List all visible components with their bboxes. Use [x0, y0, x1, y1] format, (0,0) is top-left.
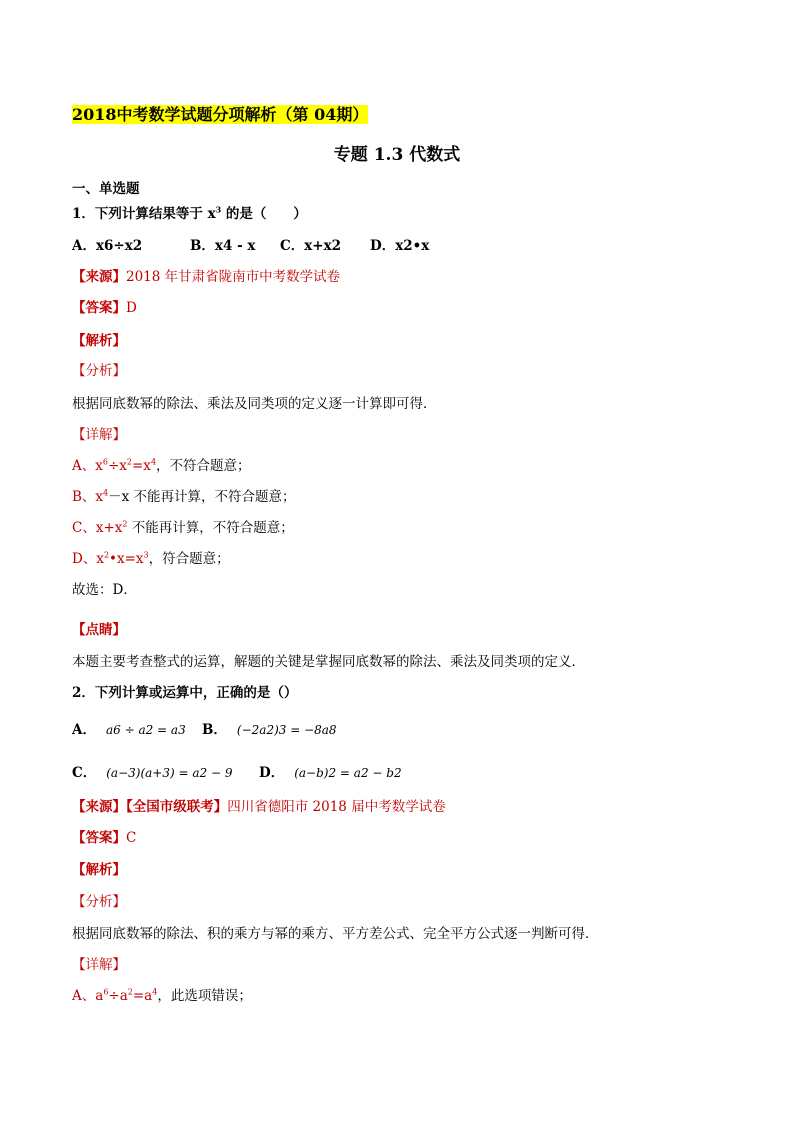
q1-option-d-text: x2•x	[395, 238, 430, 254]
q1-option-c	[280, 237, 370, 255]
q1-detail-b-2: 4	[103, 488, 109, 498]
q2-option-d	[259, 764, 402, 782]
q1-option-a-text: x6÷x2	[95, 238, 143, 254]
q2-answer	[72, 829, 136, 847]
q1-option-b-label: B．	[190, 238, 215, 254]
q1-detail-a	[72, 457, 251, 475]
q1-detail-a-3: ÷x	[107, 458, 127, 474]
q2-source-tag2: 【全国市级联考】	[126, 799, 228, 815]
q2-detail-a-5: =a	[132, 988, 153, 1004]
q2-option-d-text: (a−b)2 = a2 − b2	[294, 766, 402, 780]
doc-title-text: 2018中考数学试题分项解析（第 04期）	[72, 105, 369, 124]
q1-option-b-text: x4 - x	[214, 238, 256, 254]
q1-option-b	[190, 237, 280, 255]
q1-detail-tag: 【详解】	[72, 427, 126, 443]
q2-option-c-text: (a−3)(a+3) = a2 − 9	[106, 766, 233, 780]
q1-option-c-text: x+x2	[304, 238, 342, 254]
q1-option-a	[72, 237, 190, 255]
q1-comment-tag: 【点睛】	[72, 622, 126, 638]
q2-source	[72, 798, 446, 816]
q1-choose: 故选：D．	[72, 582, 137, 598]
q1-source-tag: 【来源】	[72, 269, 126, 285]
q1-detail-c-2: 2	[122, 519, 128, 529]
q1-detail-a-6: 4	[150, 457, 157, 467]
q1-detail-a-7: ，不符合题意；	[156, 458, 251, 474]
q1-stem-sup: 3	[215, 204, 222, 215]
q2-option-b	[202, 721, 337, 739]
q1-answer-tag: 【答案】	[72, 300, 126, 316]
q1-source	[72, 268, 340, 286]
q1-option-a-label: A．	[72, 238, 96, 254]
q2-options-row1	[72, 721, 337, 739]
q2-source-tag: 【来源】	[72, 799, 126, 815]
q1-fenxi-tag: 【分析】	[72, 363, 126, 379]
q2-detail-a-1: A、a	[72, 988, 104, 1004]
q2-detail-a-3: ÷a	[108, 988, 128, 1004]
q1-option-d-label: D．	[370, 238, 396, 254]
q1-options	[72, 237, 429, 255]
q2-detail-a-6: 4	[152, 987, 158, 997]
q1-detail-c-3: 不能再计算，不符合题意；	[127, 520, 294, 536]
q1-detail-b-3: －x 不能再计算，不符合题意；	[108, 489, 296, 505]
q2-stem: 2．下列计算或运算中，正确的是（）	[72, 685, 298, 701]
q2-answer-tag: 【答案】	[72, 830, 126, 846]
q2-option-d-label: D．	[259, 765, 285, 781]
q2-options-row2	[72, 764, 402, 782]
q2-option-a-text: a6 ÷ a2 = a3	[105, 723, 186, 737]
q1-option-d	[370, 237, 429, 255]
q1-detail-a-4: 2	[126, 457, 132, 467]
q1-detail-d-2: 2	[103, 550, 110, 560]
section-heading: 一、单选题	[72, 181, 140, 197]
q2-option-a-label: A．	[72, 722, 96, 738]
q1-stem	[72, 205, 307, 223]
q1-comment: 本题主要考查整式的运算，解题的关键是掌握同底数幂的除法、乘法及同类项的定义．	[72, 654, 585, 670]
q1-option-c-label: C．	[280, 238, 305, 254]
q2-answer-text: C	[126, 830, 137, 846]
doc-title	[72, 106, 368, 124]
q2-fenxi: 根据同底数幂的除法、积的乘方与幂的乘方、平方差公式、完全平方公式逐一判断可得．	[72, 926, 599, 942]
q1-stem-pre: 1．下列计算结果等于 x	[72, 206, 216, 222]
q1-fenxi: 根据同底数幂的除法、乘法及同类项的定义逐一计算即可得．	[72, 396, 437, 412]
q1-detail-b-1: B、x	[72, 489, 104, 505]
q1-detail-d-1: D、x	[72, 551, 104, 567]
q1-answer-text: D	[126, 300, 137, 316]
q2-analysis-tag: 【解析】	[72, 862, 126, 878]
q1-detail-a-1: A、x	[72, 458, 103, 474]
q1-detail-a-5: =x	[132, 458, 151, 474]
q1-detail-a-2: 6	[102, 457, 108, 467]
q2-option-c	[72, 764, 259, 782]
q1-detail-d-4: 3	[143, 550, 149, 560]
q2-option-c-label: C．	[72, 765, 97, 781]
q1-detail-d-5: ，符合题意；	[148, 551, 230, 567]
q1-detail-c	[72, 519, 294, 537]
q1-analysis-tag: 【解析】	[72, 333, 126, 349]
q1-detail-d-3: •x=x	[109, 551, 144, 567]
doc-subtitle: 专题 1.3 代数式	[333, 145, 461, 165]
q2-source-text: 四川省德阳市 2018 届中考数学试卷	[227, 799, 446, 815]
q2-detail-tag: 【详解】	[72, 957, 126, 973]
q2-option-a	[72, 721, 202, 739]
q2-option-b-text: (−2a2)3 = −8a8	[236, 723, 337, 737]
q2-detail-a-7: ，此选项错误；	[157, 988, 252, 1004]
q2-fenxi-tag: 【分析】	[72, 894, 126, 910]
q2-detail-a-2: 6	[103, 987, 109, 997]
q1-detail-c-1: C、x+x	[72, 520, 123, 536]
q2-detail-a-4: 2	[127, 987, 133, 997]
q1-detail-b	[72, 488, 296, 506]
q1-source-text: 2018 年甘肃省陇南市中考数学试卷	[126, 269, 341, 285]
q1-answer	[72, 299, 137, 317]
q2-option-b-label: B．	[202, 722, 227, 738]
q1-detail-d	[72, 550, 230, 568]
q2-detail-a	[72, 987, 252, 1005]
q1-stem-post: 的是（ ）	[221, 206, 307, 222]
